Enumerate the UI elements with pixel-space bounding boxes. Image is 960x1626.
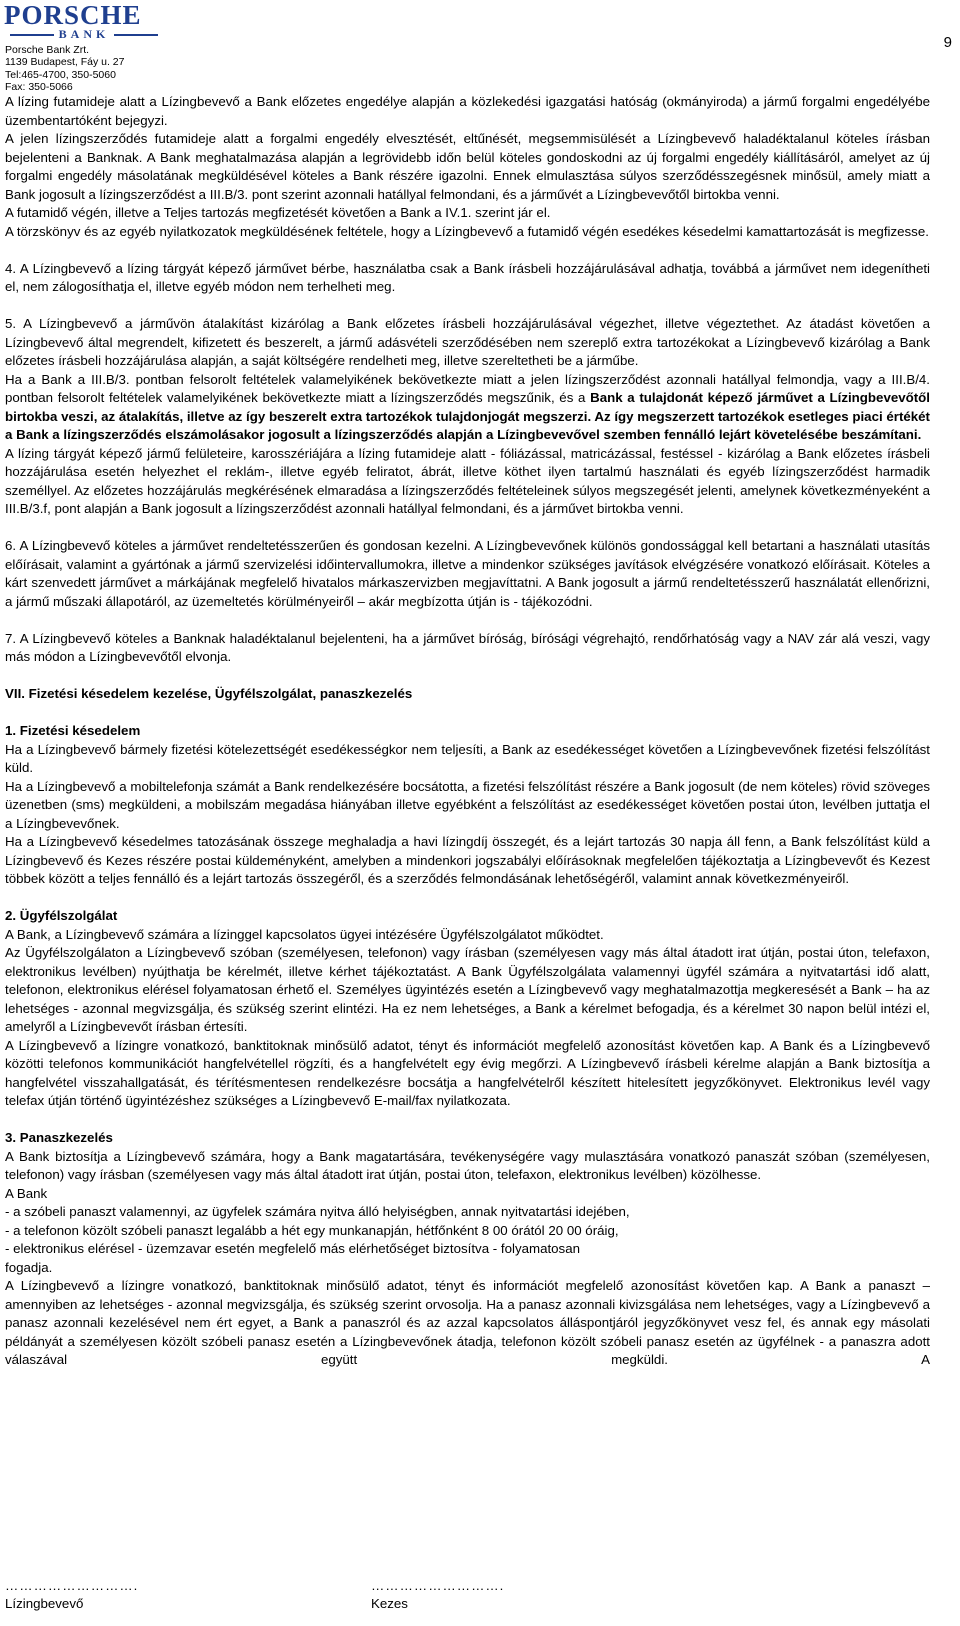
subsection-heading bbox=[5, 907, 930, 926]
paragraph: A Bank biztosítja a Lízingbevevő számára, hogy a Bank magatartására, tevékenységére vagy mulasztására vonatkozó panaszát szóban (személyesen, telefonon) vagy írásban (személyesen vagy más által átadott irat útján, postai úton, telefaxon, elektronikus levélben) közölhesse. bbox=[5, 1148, 930, 1182]
paragraph: Ha a Lízingbevevő bármely fizetési kötelezettségét esedékességkor nem teljesíti, a Bank az esedékességet követően a Lízingbevevőnek fizetési felszólítást küld. bbox=[5, 741, 930, 775]
paragraph: fogadja. bbox=[5, 1259, 53, 1275]
paragraph-gap bbox=[5, 611, 930, 630]
paragraph-gap bbox=[5, 241, 930, 260]
paragraph-text: Ha a Bank a III.B/3. pontban felsorolt feltételek valamelyikének bekövetkezte miatt a jelen lízingszerződést azonnali hatállyal felmondja, vagy a III.B/4. pontban felsorolt feltételek valamelyikének bekövetkezte miatt a lízingszerződés megszűnik, és a bbox=[5, 371, 930, 405]
logo-bank-row bbox=[4, 27, 164, 41]
page-number: 9 bbox=[943, 34, 952, 51]
subsection-heading-text: 1. Fizetési késedelem bbox=[5, 723, 141, 738]
subsection-heading-text: 3. Panaszkezelés bbox=[5, 1130, 113, 1145]
signature-label: Kezes bbox=[371, 1596, 408, 1611]
signature-label: Lízingbevevő bbox=[5, 1596, 84, 1611]
company-phone: Tel:465-4700, 350-5060 bbox=[5, 68, 116, 81]
subsection-heading-text: 2. Ügyfélszolgálat bbox=[5, 908, 118, 923]
paragraph: 7. A Lízingbevevő köteles a Banknak haladéktalanul bejelenteni, ha a járművet bíróság, bírósági végrehajtó, rendőrhatóság vagy a NAV zár alá veszi, vagy más módon a Lízingbevevőtől elvonja. bbox=[5, 630, 930, 664]
paragraph: Ha a Lízingbevevő késedelmes tatozásának összege meghaladja a havi lízingdíj összegét, és a lejárt tartozás 30 napja áll fenn, a Bank felszólítást küld a Lízingbevevő és Kezes részére postai küldeményként, amelyben a mindenkori jogszabályi előírásoknak megfelelően tájékoztatja a Lízingbevevőt és Kezest többek között a teljes fennálló és a lejárt tartozás összegéről, és a szerződés felmondásának lehetőségéről, valamint annak következményeiről. bbox=[5, 834, 930, 886]
porsche-bank-logo bbox=[4, 0, 164, 41]
paragraph: Az Ügyfélszolgálaton a Lízingbevevő szóban (személyesen, telefonon) vagy írásban (személyesen vagy más által átadott irat útján, postai úton, telefaxon, elektronikus levélben) nyújthatja be kérelmét, illetve kérhet tájékoztatást. A Bank Ügyfélszolgálata valamennyi ügyfél számára a nyitvatartási idő alatt, telefonon, elektronikus elérésel folyamatosan érhető el. Személyes ügyintézés esetén a Lízingbevevő vagy meghatalmazottja megkeresését a Bank – ha az lehetséges - azonnal megvizsgálja, és szükség szerint elintézi. Ha ez nem lehetséges, a Bank a kérelmet befogadja, és a kérelmet 30 napon belül intézi el, amelyről a Lízingbevevőt írásban értesíti. bbox=[5, 945, 930, 1034]
paragraph: A Lízingbevevő a lízingre vonatkozó, banktitoknak minősülő adatot, tényt és információt megfelelő azonosítást követően kap. A Bank a panaszt – amennyiben az lehetséges - azonnal megvizsgálja, és szükség szerint orvosolja. Ha a panasz azonnali kivizsgálása nem lehetséges, vagy a Lízingbevevő a panasz azonnali kezelésével nem ért egyet, a Bank a panaszról és az azzal kapcsolatos álláspontjáról jegyzőkönyvet vesz fel, és annak egy másolati példányát a személyesen közölt szóbeli panasz esetén a Lízingbevevőnek átadja, telefonon közölt szóbeli panasz esetén az ügyfélnek - a panaszra adott válaszával együtt megküldi. A bbox=[5, 1278, 930, 1367]
paragraph: Ha a Lízingbevevő a mobiltelefonja számát a Bank rendelkezésére bocsátotta, a fizetési felszólítást részére a Bank jogosult (de nem köteles) rövid szöveges üzenetben (sms) megküldeni, a mobilszám megadása hiányában illetve egyébként a felszólítást az esedékességet követően postai úton, levélben juttatja el a Lízingbevevőnek. bbox=[5, 778, 930, 831]
paragraph: A jelen lízingszerződés futamideje alatt a forgalmi engedély elvesztését, eltűnését, megsemmisülését a Lízingbevevő haladéktalanul köteles írásban bejelenteni a Banknak. A Bank meghatalmazása alapján a legrövidebb időn belül köteles gondoskodni az új forgalmi engedély kiállításáról, amelyet az új forgalmi engedély másolatának megküldésével köteles a Bank részére igazolni. Ennek elmulasztása súlyos szerződésszegésnek minősül, amely miatt a Bank jogosult a lízingszerződést a III.B/3. pont szerint azonnali hatállyal felmondani, és a járművét a Lízingbevevőtől birtokba venni. bbox=[5, 131, 930, 202]
company-contact-block bbox=[5, 44, 124, 94]
logo-right-rule bbox=[114, 34, 158, 36]
logo-brand-text: PORSCHE bbox=[4, 0, 142, 30]
document-body bbox=[5, 93, 930, 1370]
paragraph: A törzskönyv és az egyéb nyilatkozatok megküldésének feltétele, hogy a Lízingbevevő a futamidő végén esedékes késedelmi kamattartozását is megfizesse. bbox=[5, 223, 929, 239]
logo-bank-text: BANK bbox=[58, 27, 110, 41]
paragraph-gap bbox=[5, 667, 930, 686]
paragraph bbox=[5, 371, 930, 445]
paragraph-gap bbox=[5, 297, 930, 316]
paragraph-gap bbox=[5, 519, 930, 538]
list-item: - a szóbeli panaszt valamennyi, az ügyfelek számára nyitva álló helyiségben, annak nyitvatartási idejében, bbox=[5, 1204, 630, 1219]
signature-lessee bbox=[5, 1577, 138, 1613]
paragraph: 6. A Lízingbevevő köteles a járművet rendeltetésszerűen és gondosan kezelni. A Lízingbevevőnek különös gondossággal kell betartani a használati utasítás előírásait, valamint a gyártónak a jármű szervizelési időintervallumokra, illetve a mindenkor szükséges javítások elvégzésére vonatkozó előírásait. Köteles a kárt szenvedett járművet a márkájának megfelelő hivatalos márkaszervizben megjavíttatni. A Bank jogosult a jármű rendeltetésszerű használatát ellenőrizni, a jármű műszaki állapotáról, az üzemeltetés körülményeiről – akár megbízotta útján is - tájékozódni. bbox=[5, 538, 930, 609]
paragraph: A lízing futamideje alatt a Lízingbevevő a Bank előzetes engedélye alapján a közlekedési igazgatási hatóság (okmányiroda) a jármű forgalmi engedélyébe üzembentartóként bejegyzi. bbox=[5, 94, 930, 128]
section-heading: VII. Fizetési késedelem kezelése, Ügyfélszolgálat, panaszkezelés bbox=[5, 686, 413, 701]
paragraph: A lízing tárgyát képező jármű felületeire, karosszériájára a lízing futamideje alatt - fóliázással, matricázással, festéssel - kizárólag a Bank előzetes írásbeli hozzájárulása esetén helyezhet el reklám-, illetve egyéb feliratot, ábrát, illetve köthet ilyen tartalmú használati és egyéb lízingszerződést harmadik személlyel. Az előzetes hozzájárulás megkérésének elmaradása a lízingszerződés feltételeinek súlyos megszegését jelenti, amelynek következményeként a III.B/3.f, pont alapján a Bank jogosult a lízingszerződést azonnali hatállyal felmondani, és a járművet birtokba venni. bbox=[5, 445, 930, 516]
paragraph-gap bbox=[5, 889, 930, 908]
signature-guarantor bbox=[371, 1577, 504, 1613]
paragraph: A futamidő végén, illetve a Teljes tartozás megfizetését követően a Bank a IV.1. szerint jár el. bbox=[5, 205, 551, 220]
paragraph: A Bank bbox=[5, 1185, 48, 1201]
paragraph-bold-text: Bank a tulajdonát képező járművet a Lízingbevevőtől birtokba veszi, az átalakítás, illetve az így beszerelt extra tartozékok tulajdonjogát megszerzi. Az így megszerzett tartozékok esetleges piaci értékét a Bank a lízingszerződés elszámolásakor jogosult a lízingszerződés alapján a Lízingbevevővel szemben fennálló lejárt követelésébe beszámítani. bbox=[5, 390, 930, 442]
paragraph-gap bbox=[5, 1111, 930, 1130]
signature-line: ………………………. bbox=[5, 1578, 139, 1593]
paragraph-gap bbox=[5, 704, 930, 723]
subsection-heading bbox=[5, 1129, 930, 1148]
company-name: Porsche Bank Zrt. bbox=[5, 44, 90, 56]
paragraph: A Bank, a Lízingbevevő számára a lízinggel kapcsolatos ügyei intézésére Ügyfélszolgálatot működtet. bbox=[5, 926, 604, 942]
company-fax: Fax: 350-5066 bbox=[5, 81, 73, 94]
subsection-heading bbox=[5, 722, 930, 741]
list-item: - elektronikus elérésel - üzemzavar esetén megfelelő más elérhetőséget biztosítva - folyamatosan bbox=[5, 1241, 580, 1256]
paragraph: 4. A Lízingbevevő a lízing tárgyát képező járművet bérbe, használatba csak a Bank írásbeli hozzájárulásával adhatja, továbbá a járművet nem idegenítheti el, nem zálogosíthatja el, illetve egyéb módon nem terhelheti meg. bbox=[5, 260, 930, 294]
company-address: 1139 Budapest, Fáy u. 27 bbox=[5, 56, 125, 69]
list-item: - a telefonon közölt szóbeli panaszt legalább a hét egy munkanapján, hétfőnként 8 00 órától 20 00 óráig, bbox=[5, 1222, 619, 1238]
paragraph: A Lízingbevevő a lízingre vonatkozó, banktitoknak minősülő adatot, tényt és információt megfelelő azonosítást követően kap. A Bank és a Lízingbevevő közötti telefonos kommunikációt hangfelvétellel rögzíti, és a hangfelvételt egy évig megőrzi. A Lízingbevevő írásbeli kérelme alapján a Bank biztosítja a hangfelvétel visszahallgatását, és térítésmentesen rendelkezésre bocsátja a hangfelvételről készített hitelesített jegyzőkönyvet. Elektronikus levél vagy telefax útján történő ügyintézéshez szükséges a Lízingbevevő E-mail/fax nyilatkozata. bbox=[5, 1037, 930, 1108]
paragraph: 5. A Lízingbevevő a járművön átalakítást kizárólag a Bank előzetes írásbeli hozzájárulásával végezhet, illetve végeztethet. Az átadást követően a Lízingbevevő által megrendelt, kifizetett és beszerelt, a jármű adásvételi szerződésében nem szereplő extra tartozékokat a Lízingbevevő kizárólag a Bank előzetes írásbeli hozzájárulása alapján, a saját költségére rendelheti meg, illetve szereltetheti be a járműbe. bbox=[5, 316, 930, 368]
signature-line: ………………………. bbox=[371, 1578, 505, 1593]
